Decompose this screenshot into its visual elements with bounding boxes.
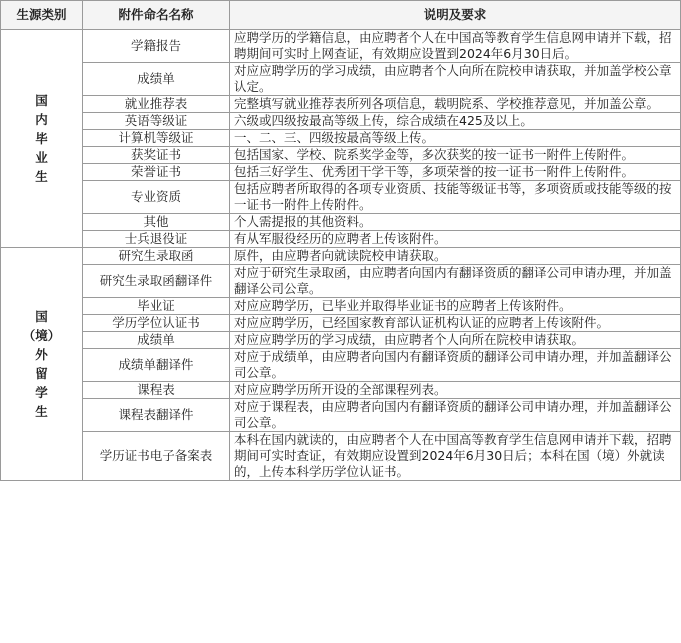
description-cell: 对应于研究生录取函，由应聘者向国内有翻译资质的翻译公司申请办理，并加盖翻译公司公章。 — [230, 265, 681, 298]
table-row — [1, 248, 681, 265]
category-char: 内 — [35, 112, 48, 127]
table-row — [1, 298, 681, 315]
table-row — [1, 96, 681, 113]
attachment-name-cell: 成绩单 — [83, 332, 230, 349]
description-cell: 对应应聘学历的学习成绩，由应聘者个人向所在院校申请获取，并加盖学校公章认定。 — [230, 63, 681, 96]
description-cell: 完整填写就业推荐表所列各项信息，载明院系、学校推荐意见，并加盖公章。 — [230, 96, 681, 113]
description-cell: 对应应聘学历，已经国家教育部认证机构认证的应聘者上传该附件。 — [230, 315, 681, 332]
table-row — [1, 382, 681, 399]
table-row — [1, 315, 681, 332]
category-char: 外 — [35, 347, 48, 362]
description-cell: 对应于成绩单，由应聘者向国内有翻译资质的翻译公司申请办理，并加盖翻译公司公章。 — [230, 349, 681, 382]
header-row — [1, 1, 681, 30]
attachment-name-cell: 成绩单 — [83, 63, 230, 96]
table-row — [1, 332, 681, 349]
table-row — [1, 432, 681, 481]
attachment-name-cell: 其他 — [83, 214, 230, 231]
attachment-name-cell: 课程表翻译件 — [83, 399, 230, 432]
description-cell: 原件，由应聘者向就读院校申请获取。 — [230, 248, 681, 265]
category-char: 国 — [35, 93, 48, 108]
table-row — [1, 113, 681, 130]
table-row — [1, 130, 681, 147]
header-category: 生源类别 — [1, 1, 83, 30]
description-cell: 对应应聘学历，已毕业并取得毕业证书的应聘者上传该附件。 — [230, 298, 681, 315]
header-attachment-name: 附件命名名称 — [83, 1, 230, 30]
category-char: 留 — [35, 366, 48, 381]
table-row — [1, 349, 681, 382]
attachment-name-cell: 课程表 — [83, 382, 230, 399]
description-cell: 包括三好学生、优秀团干学干等，多项荣誉的按一证书一附件上传附件。 — [230, 164, 681, 181]
category-char: 业 — [35, 150, 48, 165]
attachment-name-cell: 专业资质 — [83, 181, 230, 214]
attachment-name-cell: 研究生录取函翻译件 — [83, 265, 230, 298]
attachment-name-cell: 就业推荐表 — [83, 96, 230, 113]
description-cell: 对应于课程表，由应聘者向国内有翻译资质的翻译公司申请办理，并加盖翻译公司公章。 — [230, 399, 681, 432]
description-cell: 本科在国内就读的，由应聘者个人在中国高等教育学生信息网申请并下载，招聘期间可实时查证，有效期应设置到2024年6月30日后；本科在国（境）外就读的，上传本科学历学位认证书。 — [230, 432, 681, 481]
attachment-name-cell: 学籍报告 — [83, 30, 230, 63]
table-row — [1, 164, 681, 181]
category-char: 生 — [35, 404, 48, 419]
description-cell: 应聘学历的学籍信息，由应聘者个人在中国高等教育学生信息网申请并下载，招聘期间可实时上网查证，有效期应设置到2024年6月30日后。 — [230, 30, 681, 63]
attachment-name-cell: 士兵退役证 — [83, 231, 230, 248]
table-row — [1, 63, 681, 96]
attachment-name-cell: 毕业证 — [83, 298, 230, 315]
attachment-name-cell: 研究生录取函 — [83, 248, 230, 265]
table-row — [1, 30, 681, 63]
category-char: （境） — [22, 328, 61, 343]
table-row — [1, 214, 681, 231]
category-char: 国 — [35, 309, 48, 324]
table-body — [1, 30, 681, 481]
description-cell: 六级或四级按最高等级上传，综合成绩在425及以上。 — [230, 113, 681, 130]
category-cell — [1, 30, 83, 248]
table-row — [1, 231, 681, 248]
description-cell: 包括应聘者所取得的各项专业资质、技能等级证书等，多项资质或技能等级的按一证书一附件上传附件。 — [230, 181, 681, 214]
description-cell: 对应应聘学历的学习成绩，由应聘者个人向所在院校申请获取。 — [230, 332, 681, 349]
attachment-name-cell: 成绩单翻译件 — [83, 349, 230, 382]
description-cell: 一、二、三、四级按最高等级上传。 — [230, 130, 681, 147]
description-cell: 个人需提报的其他资料。 — [230, 214, 681, 231]
table-row — [1, 181, 681, 214]
category-cell — [1, 248, 83, 481]
attachment-name-cell: 获奖证书 — [83, 147, 230, 164]
attachment-name-cell: 计算机等级证 — [83, 130, 230, 147]
header-description: 说明及要求 — [230, 1, 681, 30]
category-char: 生 — [35, 169, 48, 184]
table-row — [1, 147, 681, 164]
description-cell: 对应应聘学历所开设的全部课程列表。 — [230, 382, 681, 399]
attachment-name-cell: 学历证书电子备案表 — [83, 432, 230, 481]
category-char: 毕 — [35, 131, 48, 146]
description-cell: 包括国家、学校、院系奖学金等，多次获奖的按一证书一附件上传附件。 — [230, 147, 681, 164]
attachment-name-cell: 英语等级证 — [83, 113, 230, 130]
table-row — [1, 399, 681, 432]
attachment-name-cell: 学历学位认证书 — [83, 315, 230, 332]
category-char: 学 — [35, 385, 48, 400]
attachment-name-cell: 荣誉证书 — [83, 164, 230, 181]
description-cell: 有从军服役经历的应聘者上传该附件。 — [230, 231, 681, 248]
table-row — [1, 265, 681, 298]
